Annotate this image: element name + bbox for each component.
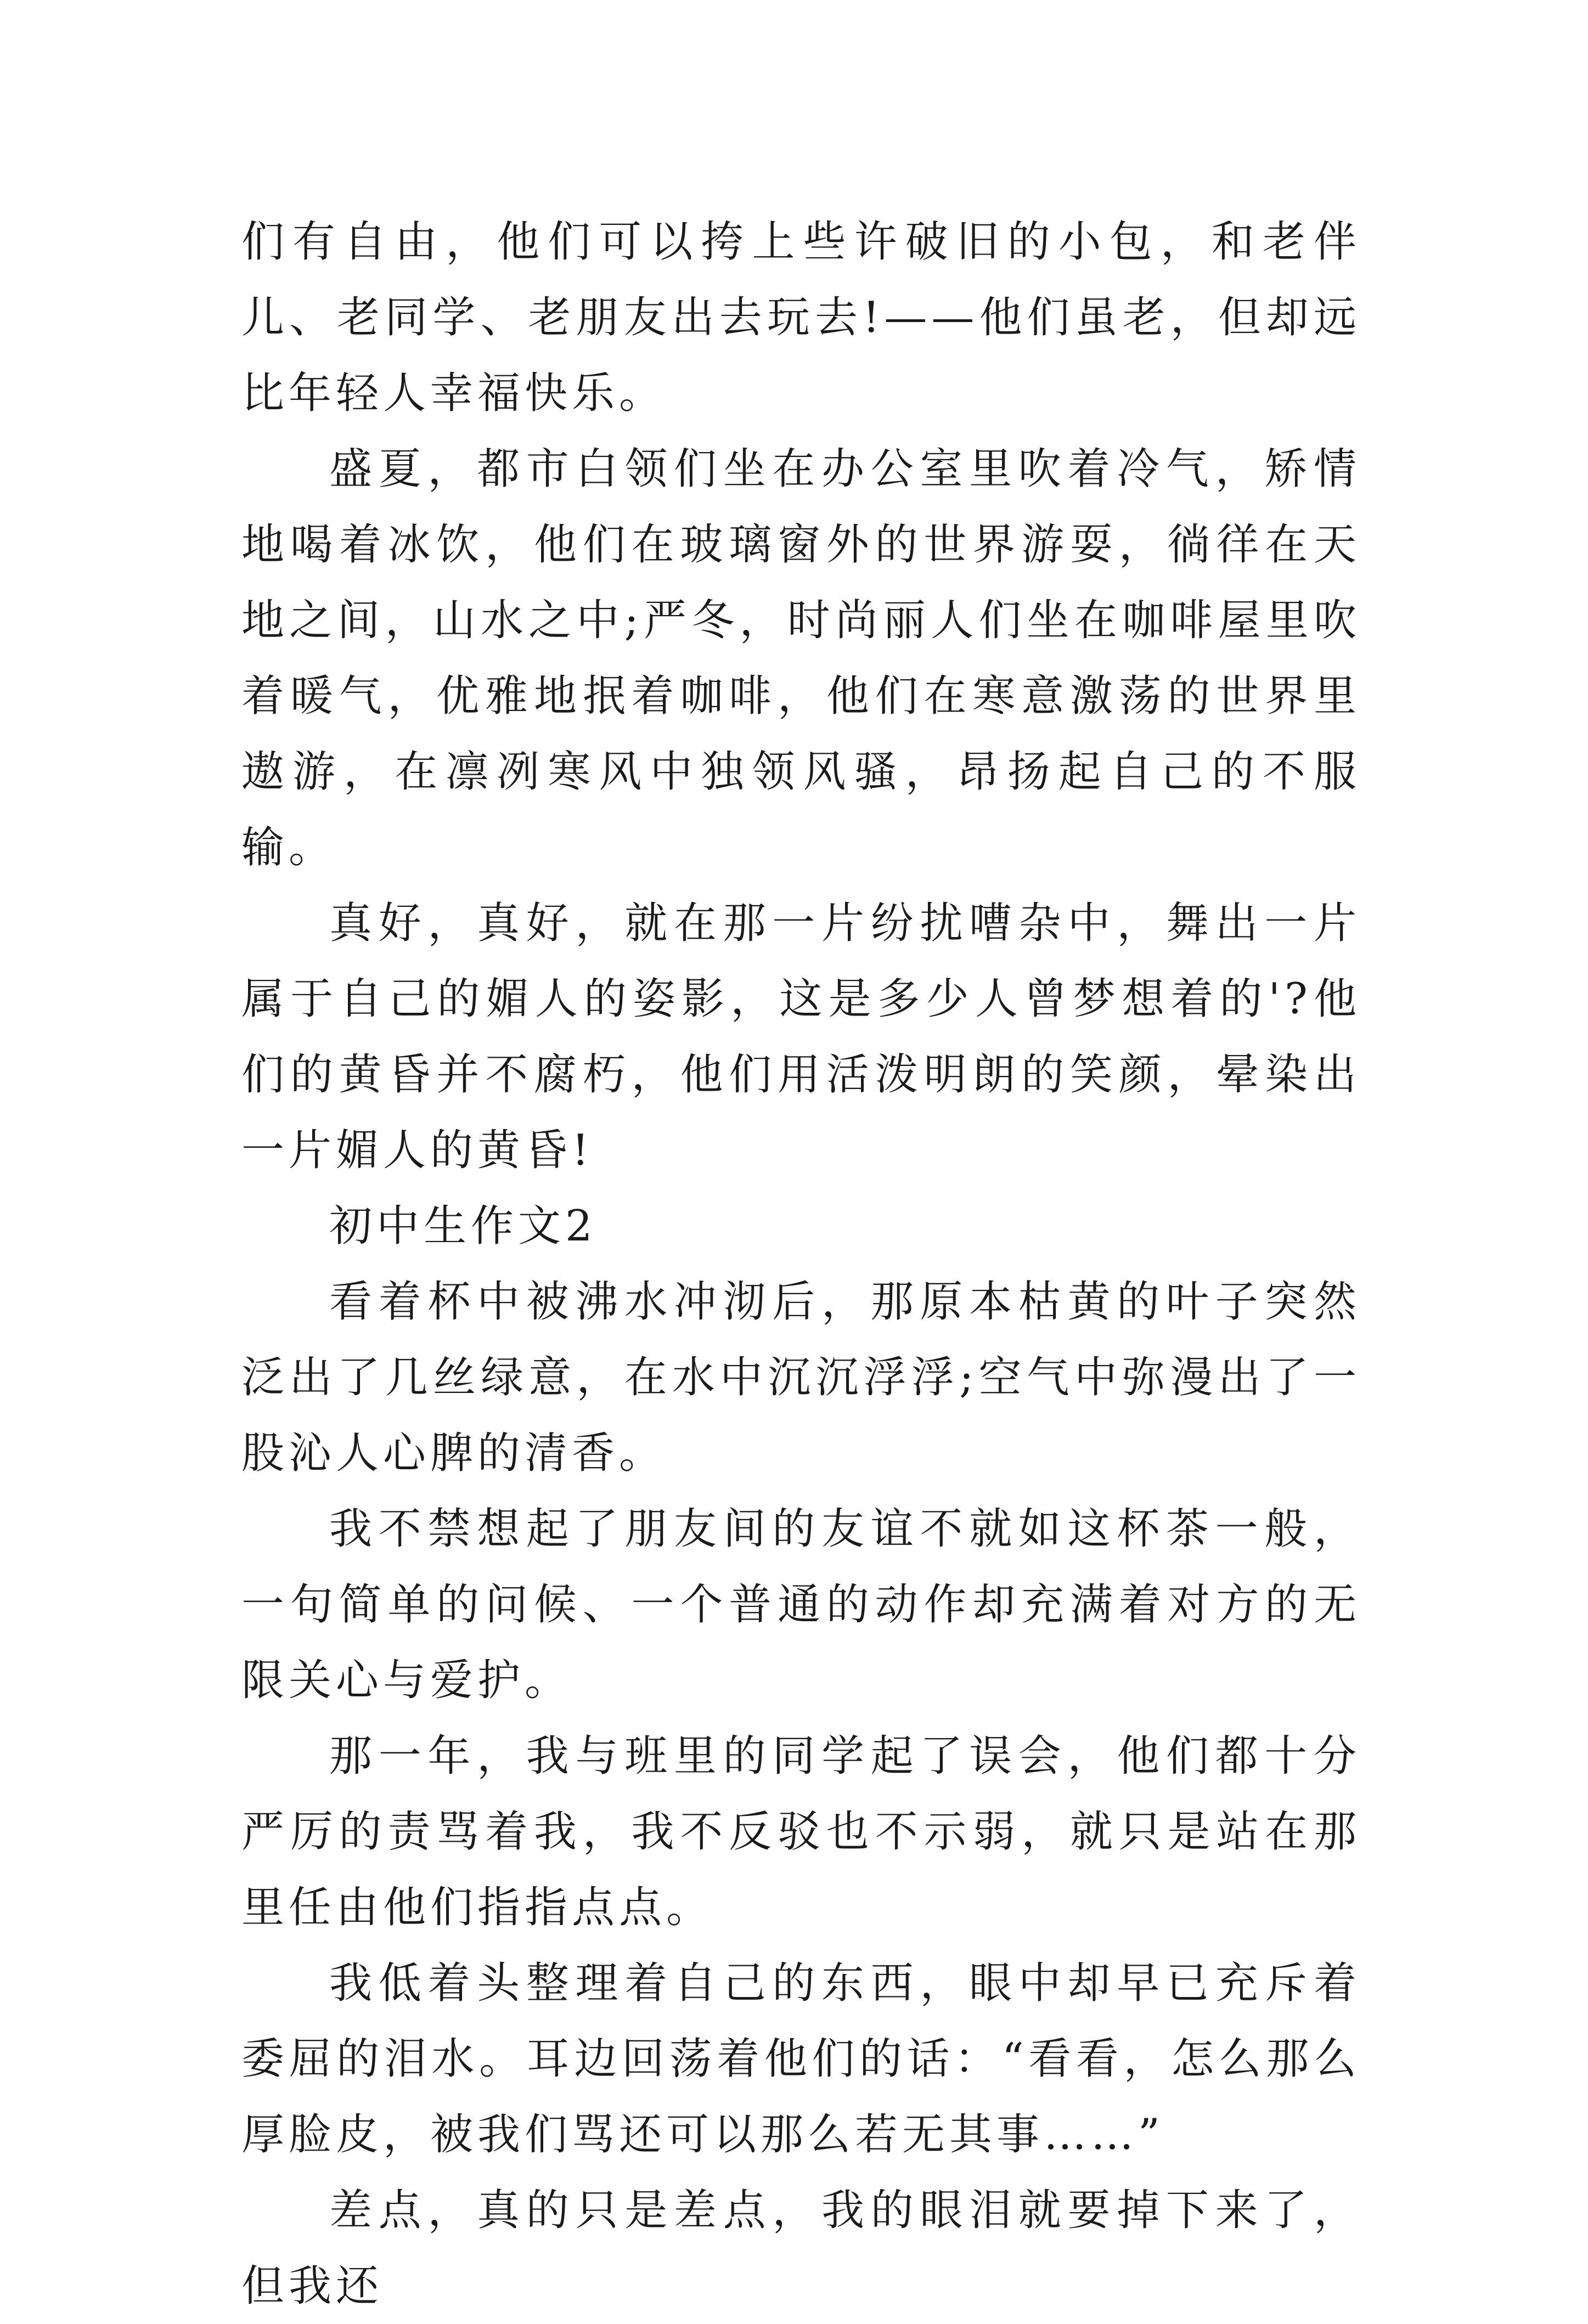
paragraph: 们有自由，他们可以挎上些许破旧的小包，和老伴儿、老同学、老朋友出去玩去!——他们虽老，但却远比年轻人幸福快乐。: [241, 217, 1361, 418]
paragraph: 那一年，我与班里的同学起了误会，他们都十分严厉的责骂着我，我不反驳也不示弱，就只是站在那里任由他们指指点点。: [241, 1731, 1361, 1932]
paragraph: 真好，真好，就在那一片纷扰嘈杂中，舞出一片属于自己的媚人的姿影，这是多少人曾梦想着的'?他们的黄昏并不腐朽，他们用活泼明朗的笑颜，晕染出一片媚人的黄昏!: [241, 899, 1361, 1175]
paragraph: 我低着头整理着自己的东西，眼中却早已充斥着委屈的泪水。耳边回荡着他们的话：“看看，怎么那么厚脸皮，被我们骂还可以那么若无其事……”: [241, 1959, 1361, 2159]
paragraph: 差点，真的只是差点，我的眼泪就要掉下来了，但我还: [241, 2186, 1361, 2311]
paragraph: 盛夏，都市白领们坐在办公室里吹着冷气，矫情地喝着冰饮，他们在玻璃窗外的世界游耍，徜徉在天地之间，山水之中;严冬，时尚丽人们坐在咖啡屋里吹着暖气，优雅地抿着咖啡，他们在寒意激荡的世界里遨游，在凛冽寒风中独领风骚，昂扬起自己的不服输。: [241, 444, 1361, 872]
paragraph: 我不禁想起了朋友间的友谊不就如这杯茶一般，一句简单的问候、一个普通的动作却充满着对方的无限关心与爱护。: [241, 1504, 1361, 1705]
section-heading: 初中生作文2: [329, 1202, 597, 1251]
document-body: [241, 204, 1361, 2324]
paragraph: 看着杯中被沸水冲沏后，那原本枯黄的叶子突然泛出了几丝绿意，在水中沉沉浮浮;空气中弥漫出了一股沁人心脾的清香。: [241, 1277, 1361, 1478]
